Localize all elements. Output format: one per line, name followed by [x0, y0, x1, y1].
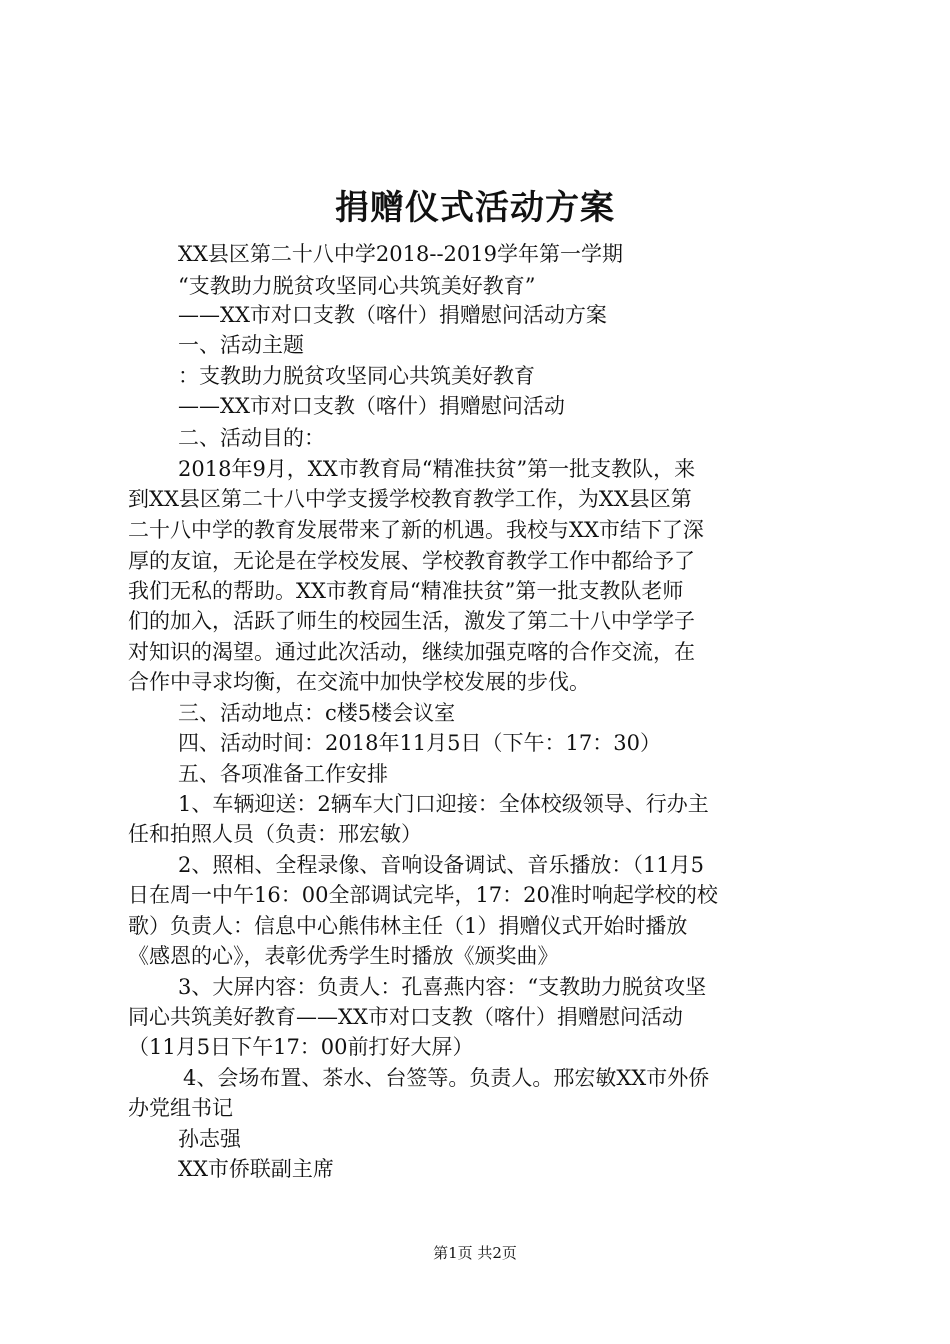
text-line: 二、活动目的：	[178, 426, 325, 450]
text-line: “支教助力脱贫攻坚同心共筑美好教育”	[178, 274, 536, 298]
document-title: 捐赠仪式活动方案	[335, 188, 615, 228]
text-line: 到XX县区第二十八中学支援学校教育教学工作，为XX县区第	[128, 487, 692, 511]
page-footer: 第1页 共2页	[433, 1244, 517, 1262]
text-line: XX县区第二十八中学2018--2019学年第一学期	[178, 242, 623, 266]
text-line: 四、活动时间：2018年11月5日（下午：17：30）	[178, 731, 661, 755]
text-line: 三、活动地点：c楼5楼会议室	[178, 701, 456, 725]
text-line: ——XX市对口支教（喀什）捐赠慰问活动	[178, 394, 565, 418]
text-line: 1、车辆迎送：2辆车大门口迎接：全体校级领导、行办主	[178, 792, 709, 816]
text-line: 2、照相、全程录像、音响设备调试、音乐播放：（11月5	[178, 853, 704, 877]
text-line: 孙志强	[178, 1127, 241, 1151]
text-line: 们的加入，活跃了师生的校园生活，激发了第二十八中学学子	[128, 609, 695, 633]
text-line: 歌）负责人：信息中心熊伟林主任（1）捐赠仪式开始时播放	[128, 914, 688, 938]
text-line: 《感恩的心》，表彰优秀学生时播放《颁奖曲》	[128, 944, 559, 968]
text-line: 2018年9月，XX市教育局“精准扶贫”第一批支教队，来	[178, 457, 696, 481]
text-line: （11月5日下午17：00前打好大屏）	[128, 1035, 474, 1059]
text-line: 同心共筑美好教育——XX市对口支教（喀什）捐赠慰问活动	[128, 1005, 683, 1029]
text-line: 一、活动主题	[178, 333, 304, 357]
text-line: 二十八中学的教育发展带来了新的机遇。我校与XX市结下了深	[128, 518, 704, 542]
text-line: 4、会场布置、茶水、台签等。负责人。邢宏敏XX市外侨	[183, 1066, 710, 1090]
text-line: 厚的友谊，无论是在学校发展、学校教育教学工作中都给予了	[128, 549, 695, 573]
text-line: 合作中寻求均衡，在交流中加快学校发展的步伐。	[128, 670, 590, 694]
text-line: 我们无私的帮助。XX市教育局“精准扶贫”第一批支教队老师	[128, 579, 684, 603]
text-line: 3、大屏内容：负责人：孔喜燕内容：“支教助力脱贫攻坚	[178, 975, 707, 999]
text-line: 任和拍照人员（负责：邢宏敏）	[128, 822, 422, 846]
text-line: 对知识的渴望。通过此次活动，继续加强克喀的合作交流，在	[128, 640, 695, 664]
text-line: 办党组书记	[128, 1096, 233, 1120]
text-line: XX市侨联副主席	[178, 1157, 334, 1181]
text-line: ：支教助力脱贫攻坚同心共筑美好教育	[178, 364, 535, 388]
text-line: ——XX市对口支教（喀什）捐赠慰问活动方案	[178, 303, 607, 327]
text-line: 五、各项准备工作安排	[178, 762, 388, 786]
text-line: 日在周一中午16：00全部调试完毕，17：20准时响起学校的校	[128, 883, 718, 907]
